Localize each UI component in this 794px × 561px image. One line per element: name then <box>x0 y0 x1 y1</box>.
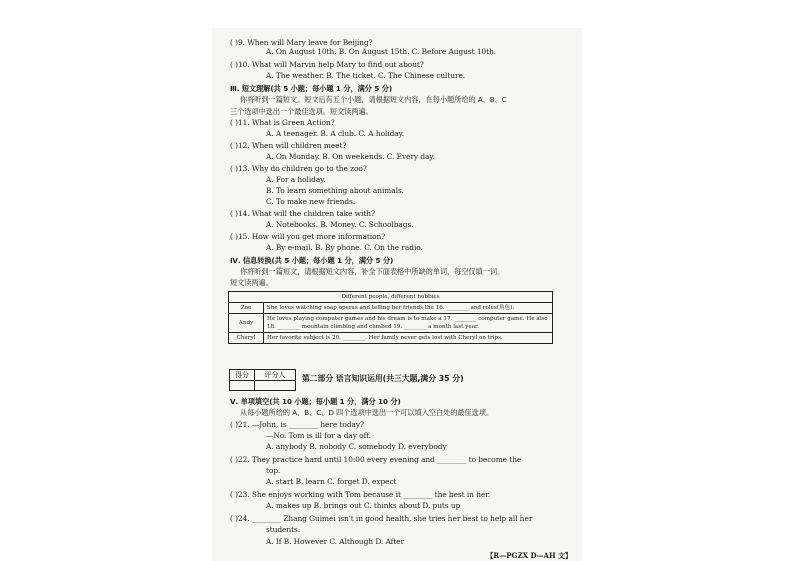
part-2-heading: 第二部分 语言知识运用(共三大题,满分 35 分) <box>302 374 464 383</box>
grader-label: 评分人 <box>255 370 296 381</box>
question-21: ( )21. —John, is ________ here today? <box>230 420 364 429</box>
question-9-options: A. On August 10th. B. On August 15th. C. Before August 10th. <box>266 47 497 56</box>
table-row <box>229 303 553 314</box>
table-row <box>229 314 553 333</box>
question-13-option-c: C. To make new friends. <box>266 197 356 206</box>
score-box <box>229 369 296 391</box>
question-15: ( )15. How will you get more information? <box>230 232 386 241</box>
question-21-reply: —No. Tom is ill for a day off. <box>266 431 371 440</box>
question-13: ( )13. Why do children go to the zoo? <box>230 164 367 173</box>
page-footer <box>220 551 580 561</box>
question-24-options: A. If B. However C. Although D. After <box>266 537 405 546</box>
hobbies-table <box>228 291 553 344</box>
section-5-instruction: 从每小题所给的 A、B、C、D 四个选项中选出一个可以填入空白处的最佳选项。 <box>240 408 494 417</box>
score-label: 得分 <box>230 370 255 381</box>
question-23: ( )23. She enjoys working with Tom because it ________ the best in her. <box>230 490 491 499</box>
section-3-heading: Ⅲ. 短文理解(共 5 小题；每小题 1 分，满分 5 分) <box>230 84 393 93</box>
question-11-options: A. A teenager. B. A club. C. A holiday. <box>266 129 405 138</box>
question-10: ( )10. What will Marvin help Mary to find out about? <box>230 60 424 69</box>
row-name: Andy <box>229 314 264 333</box>
question-12-options: A. On Monday. B. On weekends. C. Every day. <box>266 152 435 161</box>
footer-code: 【R—PGZX D—AH 文】 <box>486 551 572 560</box>
score-cell[interactable] <box>230 381 255 391</box>
question-22-cont: top. <box>266 466 281 475</box>
table-row <box>229 333 553 344</box>
row-name: Cheryl <box>229 333 264 344</box>
question-15-options: A. By e-mail. B. By phone. C. On the radio. <box>266 243 423 252</box>
question-22-options: A. start B. learn C. forget D. expect <box>266 477 397 486</box>
question-24: ( )24. ________ Zhang Guimei isn't in good health, she tries her best to help all her <box>230 514 533 523</box>
question-24-cont: students. <box>266 525 301 534</box>
question-21-options: A. anybody B. nobody C. somebody D. everybody <box>266 442 447 451</box>
question-23-options: A. makes up B. brings out C. thinks about D. puts up <box>266 501 461 510</box>
question-12: ( )12. When will children meet? <box>230 141 347 150</box>
section-3-instruction-1: 你将听到一篇短文。短文后有五个小题，请根据短文内容，在每小题所给的 A、B、C <box>240 95 507 104</box>
question-11: ( )11. What is Green Action? <box>230 118 335 127</box>
question-13-option-b: B. To learn something about animals. <box>266 186 404 195</box>
section-4-instruction-2: 短文读两遍。 <box>230 278 273 287</box>
row-text: She loves watching soap operas and telling her friends the 16. ________ and roles(角色). <box>264 303 553 314</box>
question-13-option-a: A. For a holiday. <box>266 175 326 184</box>
row-name: Zoe <box>229 303 264 314</box>
section-5-heading: Ⅴ. 单项填空(共 10 小题；每小题 1 分，满分 10 分) <box>230 397 401 406</box>
grader-cell[interactable] <box>255 381 296 391</box>
row-text: He loves playing computer games and his dream is to make a 17. ________ computer game. He also 18. ________ mountain climbing and climbed 19. ________ a month last year. <box>264 314 553 333</box>
question-22: ( )22. They practice hard until 10:00 every evening and ________ to become the <box>230 455 522 464</box>
question-9: ( )9. When will Mary leave for Beijing? <box>230 38 373 47</box>
section-4-instruction-1: 你将听到一篇短文，请根据短文内容，补全下面表格中所缺的单词，每空仅填一词。 <box>240 267 505 276</box>
section-3-instruction-2: 三个选项中选出一个最佳选项。短文读两遍。 <box>230 107 373 116</box>
question-10-options: A. The weather. B. The ticket. C. The Chinese culture. <box>266 71 466 80</box>
question-14-options: A. Notebooks. B. Money. C. Schoolbags. <box>266 220 414 229</box>
table-header: Different people, different hobbies <box>229 292 553 303</box>
row-text: Her favorite subject is 20. ________. Her family never gets lost with Cheryl on trips. <box>264 333 553 344</box>
section-4-heading: Ⅳ. 信息转换(共 5 小题；每小题 1 分，满分 5 分) <box>230 256 394 265</box>
question-14: ( )14. What will the children take with? <box>230 209 375 218</box>
